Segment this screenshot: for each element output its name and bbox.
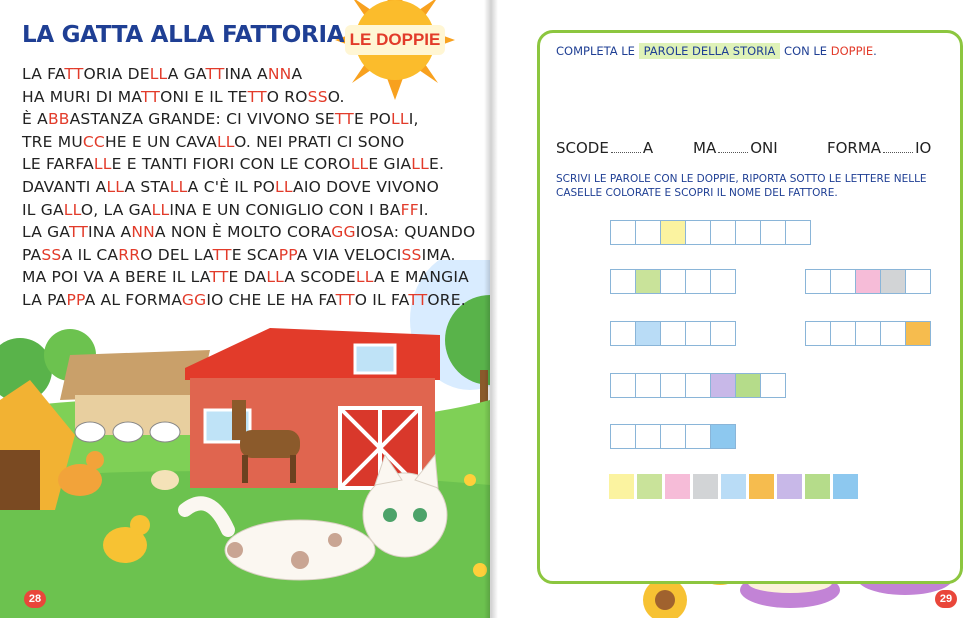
letter-box[interactable] — [635, 269, 661, 294]
letter-box[interactable] — [685, 373, 711, 398]
letter-box[interactable] — [710, 321, 736, 346]
story-segment: PA — [22, 245, 42, 264]
final-letter-box[interactable] — [749, 474, 774, 499]
letter-box[interactable] — [635, 321, 661, 346]
double-letters: TT — [334, 110, 354, 129]
story-segment: IL GA — [22, 200, 64, 219]
story-line — [22, 131, 462, 154]
letter-box[interactable] — [635, 373, 661, 398]
letter-box[interactable] — [760, 220, 786, 245]
story-segment: MA POI VA A BERE IL LA — [22, 268, 210, 287]
story-segment: O. — [327, 87, 345, 106]
letter-box[interactable] — [830, 321, 856, 346]
double-letters: TT — [68, 223, 89, 242]
story-line — [22, 289, 466, 312]
word-prefix: MA — [693, 139, 717, 157]
double-letters: LL — [350, 155, 369, 174]
story-segment: IMA. — [421, 245, 456, 264]
letter-box[interactable] — [660, 321, 686, 346]
letter-box[interactable] — [805, 321, 831, 346]
letter-box[interactable] — [710, 373, 736, 398]
story-segment: AIO DOVE VIVONO — [293, 177, 440, 196]
letter-box[interactable] — [610, 424, 636, 449]
double-letters: CC — [82, 132, 105, 151]
letter-box[interactable] — [635, 220, 661, 245]
letter-grid-row — [610, 220, 810, 245]
letter-box[interactable] — [660, 269, 686, 294]
letter-box[interactable] — [735, 220, 761, 245]
double-letters: LL — [151, 200, 170, 219]
blank-dots[interactable] — [611, 142, 641, 153]
letter-box[interactable] — [660, 424, 686, 449]
double-letters: SS — [307, 87, 328, 106]
story-line — [22, 63, 462, 86]
story-segment: INA E UN CONIGLIO CON I BA — [169, 200, 401, 219]
story-segment: LE FARFA — [22, 155, 94, 174]
story-segment: A NON È MOLTO CORA — [154, 223, 332, 242]
letter-box[interactable] — [855, 321, 881, 346]
double-letters: SS — [401, 245, 422, 264]
word-suffix: IO — [915, 139, 932, 157]
page-title: LA GATTA ALLA FATTORIA — [22, 22, 345, 48]
story-segment: O, LA GA — [80, 200, 152, 219]
story-segment: A — [291, 65, 303, 83]
double-letters: TT — [247, 87, 267, 106]
double-letters: PP — [278, 245, 297, 264]
letter-box[interactable] — [610, 373, 636, 398]
double-letters: LL — [266, 268, 285, 287]
story-segment: I. — [418, 200, 429, 219]
word-prefix: FORMA — [827, 139, 882, 157]
double-letters: TT — [205, 65, 225, 83]
double-letters: NN — [267, 65, 292, 83]
letter-box[interactable] — [905, 269, 931, 294]
exercise-card — [537, 30, 963, 584]
story-line — [22, 176, 462, 199]
story-segment: O DEL LA — [140, 245, 213, 264]
instruction-text: CON LE — [780, 44, 831, 58]
story-segment: IOSA: QUANDO — [355, 223, 476, 242]
letter-box[interactable] — [760, 373, 786, 398]
letter-box[interactable] — [660, 220, 686, 245]
instruction-write-words: SCRIVI LE PAROLE CON LE DOPPIE, RIPORTA SOTTO LE LETTERE NELLE CASELLE COLORATE E SCOPRI IL NOME DEL FATTORE. — [556, 173, 927, 199]
final-letter-box[interactable] — [637, 474, 662, 499]
double-letters: TT — [212, 245, 232, 264]
story-segment: HE E UN CAVA — [104, 132, 217, 151]
story-segment: A STA — [124, 177, 170, 196]
story-segment: A E MANGIA — [373, 268, 469, 287]
double-letters: LL — [216, 132, 235, 151]
letter-box[interactable] — [685, 269, 711, 294]
farm-illustration — [0, 260, 490, 618]
double-letters: LL — [355, 268, 374, 287]
double-letters: LL — [275, 177, 294, 196]
letter-box[interactable] — [855, 269, 881, 294]
highlight-text: PAROLE DELLA STORIA — [639, 43, 781, 59]
letter-box[interactable] — [710, 269, 736, 294]
blank-dots[interactable] — [883, 142, 913, 153]
double-letters: LL — [63, 200, 81, 219]
red-text: DOPPIE — [830, 44, 874, 58]
story-segment: I, — [408, 110, 419, 129]
double-letters: LL — [106, 177, 125, 196]
word-mattoni[interactable] — [693, 139, 778, 157]
story-segment: A SCODE — [284, 268, 356, 287]
double-letters: TT — [209, 268, 229, 287]
letter-grid-row — [610, 424, 735, 449]
double-letters: TT — [335, 290, 355, 309]
letter-box[interactable] — [660, 373, 686, 398]
story-segment: A VIA VELOCI — [296, 245, 402, 264]
story-segment: INA A — [224, 65, 268, 83]
story-segment: E SCA — [231, 245, 279, 264]
story-segment: A IL CA — [61, 245, 119, 264]
letter-box[interactable] — [735, 373, 761, 398]
word-suffix: A — [642, 139, 654, 157]
letter-box[interactable] — [880, 269, 906, 294]
double-letters: LL — [391, 110, 409, 129]
final-letter-box[interactable] — [833, 474, 858, 499]
story-segment: E DA — [228, 268, 267, 287]
final-letter-box[interactable] — [721, 474, 746, 499]
story-segment: A AL FORMA — [84, 290, 182, 309]
letter-box[interactable] — [710, 220, 736, 245]
letter-grid-row — [610, 269, 735, 294]
final-letter-box[interactable] — [805, 474, 830, 499]
story-line — [22, 108, 462, 131]
double-letters: LL — [149, 65, 168, 83]
story-text — [22, 63, 476, 312]
story-segment: ASTANZA GRANDE: CI VIVONO SE — [69, 110, 335, 129]
word-formaggio[interactable] — [827, 139, 931, 157]
letter-box[interactable] — [610, 269, 636, 294]
story-segment: INA A — [88, 223, 132, 242]
letter-grid-row — [805, 321, 930, 346]
letter-box[interactable] — [685, 424, 711, 449]
story-segment: E PO — [353, 110, 392, 129]
story-segment: LA FA — [22, 65, 65, 83]
letter-box[interactable] — [905, 321, 931, 346]
double-letters: GG — [331, 223, 356, 242]
story-segment: LA GA — [22, 223, 69, 242]
story-segment: DAVANTI A — [22, 177, 107, 196]
double-letters: LL — [411, 155, 429, 174]
story-segment: E GIA — [368, 155, 412, 174]
letter-box[interactable] — [830, 269, 856, 294]
double-letters: LL — [93, 155, 112, 174]
double-letters: TT — [64, 65, 84, 83]
letter-grid-row — [610, 373, 785, 398]
story-line — [22, 244, 462, 267]
letter-box[interactable] — [610, 220, 636, 245]
story-line — [22, 86, 462, 109]
double-letters: TT — [140, 87, 161, 106]
double-letters: SS — [41, 245, 62, 264]
story-segment: O RO — [266, 87, 308, 106]
final-letter-box[interactable] — [665, 474, 690, 499]
page-number-right: 29 — [935, 590, 957, 608]
letter-box[interactable] — [710, 424, 736, 449]
letter-grid-row — [805, 269, 930, 294]
story-segment: E E TANTI FIORI CON LE CORO — [111, 155, 351, 174]
letter-grid-row — [610, 321, 735, 346]
instruction-end: . — [873, 44, 877, 58]
story-segment: E. — [428, 155, 445, 174]
letter-box[interactable] — [805, 269, 831, 294]
double-letters: FF — [400, 200, 419, 219]
story-segment: ORE. — [427, 290, 466, 309]
story-segment: O. NEI PRATI CI SONO — [234, 132, 405, 151]
story-segment: A GA — [167, 65, 206, 83]
letter-box[interactable] — [635, 424, 661, 449]
final-answer-row — [609, 474, 858, 499]
double-letters: TT — [408, 290, 428, 309]
double-letters: RR — [118, 245, 141, 264]
double-letters: BB — [47, 110, 70, 129]
story-segment: O IL FA — [354, 290, 409, 309]
story-line — [22, 266, 469, 289]
final-letter-box[interactable] — [693, 474, 718, 499]
double-letters: NN — [131, 223, 155, 242]
letter-box[interactable] — [785, 220, 811, 245]
story-line — [22, 153, 462, 176]
page-number-left: 28 — [24, 590, 46, 608]
letter-box[interactable] — [880, 321, 906, 346]
story-segment: HA MURI DI MA — [22, 87, 141, 106]
story-line — [22, 199, 462, 222]
double-letters: GG — [181, 290, 207, 309]
double-letters: PP — [66, 290, 85, 309]
story-segment: A C'È IL PO — [187, 177, 275, 196]
story-line — [22, 221, 476, 244]
le-doppie-badge: LE DOPPIE — [349, 30, 441, 49]
word-prefix: SCODE — [556, 139, 609, 157]
story-segment: ORIA DE — [83, 65, 150, 83]
story-segment: TRE MU — [22, 132, 83, 151]
instruction-complete-words — [556, 44, 877, 58]
final-letter-box[interactable] — [777, 474, 802, 499]
instruction-text: COMPLETA LE — [556, 44, 639, 58]
double-letters: LL — [169, 177, 188, 196]
story-segment: ONI E IL TE — [160, 87, 248, 106]
blank-dots[interactable] — [718, 142, 748, 153]
word-scodella[interactable] — [556, 139, 653, 157]
final-letter-box[interactable] — [609, 474, 634, 499]
letter-box[interactable] — [685, 321, 711, 346]
book-gutter — [484, 0, 498, 618]
letter-box[interactable] — [685, 220, 711, 245]
story-segment: È A — [22, 110, 48, 129]
letter-box[interactable] — [610, 321, 636, 346]
story-segment: LA PA — [22, 290, 67, 309]
story-segment: IO CHE LE HA FA — [206, 290, 336, 309]
word-suffix: ONI — [750, 139, 778, 157]
